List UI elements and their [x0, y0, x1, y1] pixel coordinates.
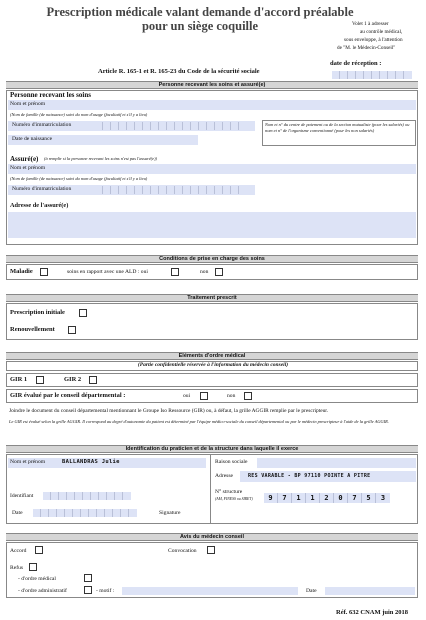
identifiant-label: Identifiant	[10, 493, 34, 499]
structure-digit[interactable]: 3	[376, 493, 390, 503]
praticien-date-label: Date	[12, 510, 23, 516]
ald-non-label: non	[200, 269, 209, 275]
patient-name-label: Nom et prénom	[10, 101, 46, 107]
ordre-medical-label: - d'ordre médical	[18, 576, 56, 582]
praticien-name-label: Nom et prénom	[10, 459, 46, 465]
refus-checkbox[interactable]	[29, 563, 37, 571]
structure-digit[interactable]: 0	[334, 493, 348, 503]
renouvellement-label: Renouvellement	[10, 326, 55, 333]
accord-checkbox[interactable]	[35, 546, 43, 554]
volet-line4: de "M. le Médecin-Conseil"	[337, 45, 396, 51]
renouvellement-checkbox[interactable]	[68, 326, 76, 334]
assure-hint: (à remplir si la personne recevant les soins n'est pas l'assuré(e))	[44, 156, 158, 161]
structure-digit[interactable]: 1	[292, 493, 306, 503]
structure-digit[interactable]: 5	[362, 493, 376, 503]
ald-label: soins en rapport avec une ALD : oui	[67, 269, 148, 275]
ordre-admin-checkbox[interactable]	[84, 586, 92, 594]
maladie-label: Maladie	[10, 268, 33, 275]
adresse-label: Adresse de l'assuré(e)	[10, 202, 69, 209]
gir1-label: GIR 1	[10, 376, 28, 383]
structure-adresse-label: Adresse	[215, 473, 234, 479]
gir-oui-label: oui	[183, 393, 191, 399]
structure-digit[interactable]: 7	[278, 493, 292, 503]
prescription-initiale-checkbox[interactable]	[79, 309, 87, 317]
adresse-field[interactable]	[8, 212, 416, 238]
section-bar-avis: Avis du médecin conseil	[6, 533, 418, 541]
praticien-name-value[interactable]: BALLANDRAS Julie	[62, 459, 120, 465]
section-bar-personne: Personne recevant les soins et assuré(e)	[6, 81, 418, 89]
gir-aggir-note: Le GIR est évalué selon la grille AGGIR. Il correspond au degré d'autonomie du patient est déterminé par l'équipe médico-sociale du conseil départemental ou par le médecin prescripteur à l'aide de la grille AGGIR.	[9, 419, 389, 424]
motif-label: - motif :	[96, 588, 115, 594]
gir-oui-checkbox[interactable]	[200, 392, 208, 400]
assure-name-hint: (Nom de famille (de naissance) suivi du nom d'usage (facultatif et s'il y a lieu)	[10, 176, 148, 181]
gir-conseil-label: GIR évalué par le conseil départemental :	[10, 392, 126, 399]
ordre-admin-label: - d'ordre administratif	[18, 588, 67, 594]
assure-name-field[interactable]	[8, 164, 416, 174]
footer-reference: Réf. 632 CNAM juin 2018	[336, 609, 409, 616]
structure-number-hint: (AM, FINESS ou SIRET)	[215, 497, 253, 501]
structure-digit[interactable]: 9	[264, 493, 278, 503]
avis-date-field[interactable]	[325, 587, 415, 595]
ald-non-checkbox[interactable]	[215, 268, 223, 276]
organisme-note: Nom et n° du centre de paiement ou de la section mutualiste (pour les salariés) ou nom et n° de l'organisme conventionné (pour les non salariés)	[265, 122, 410, 133]
structure-adresse-value[interactable]: RES VARABLE - BP 97110 POINTE A PITRE	[248, 473, 371, 479]
ordre-medical-checkbox[interactable]	[84, 574, 92, 582]
avis-date-label: Date	[306, 588, 317, 594]
section-traitement	[6, 303, 418, 340]
structure-digit[interactable]: 2	[320, 493, 334, 503]
gir-non-label: non	[227, 393, 236, 399]
assure-immat-cells[interactable]	[95, 186, 247, 194]
gir1-checkbox[interactable]	[36, 376, 44, 384]
structure-digit[interactable]: 7	[348, 493, 362, 503]
section-bar-traitement: Traitement prescrit	[6, 294, 418, 302]
assure-name-label: Nom et prénom	[10, 165, 46, 171]
patient-name-field[interactable]	[8, 100, 416, 110]
volet-line3: sous enveloppe, à l'attention	[344, 37, 403, 43]
patient-immat-label: Numéro d'immatriculation	[12, 122, 72, 128]
volet-line1: Volet 1 à adresser	[352, 21, 389, 27]
assure-title: Assuré(e)	[10, 155, 39, 163]
signature-label: Signature	[159, 510, 181, 516]
patient-name-hint: (Nom de famille (de naissance) suivi du nom d'usage (facultatif et s'il y a lieu)	[10, 112, 148, 117]
patient-birthdate-label: Date de naissance	[12, 136, 53, 142]
articles-reference: Article R. 165-1 et R. 165-23 du Code de la sécurité sociale	[98, 68, 260, 75]
accord-label: Accord	[10, 548, 27, 554]
form-title-line1: Prescription médicale valant demande d'accord préalable	[46, 5, 354, 19]
section-bar-praticien: Identification du praticien et de la structure dans laquelle il exerce	[6, 445, 418, 453]
convocation-label: Convocation	[168, 548, 197, 554]
praticien-date-cells[interactable]	[33, 509, 137, 517]
refus-label: Refus	[10, 565, 24, 571]
structure-digit[interactable]: 1	[306, 493, 320, 503]
date-reception-field[interactable]	[332, 71, 412, 79]
form-title-line2: pour un siège coquille	[141, 19, 259, 33]
section-bar-conditions: Conditions de prise en charge des soins	[6, 255, 418, 263]
volet-line2: au contrôle médical,	[360, 29, 403, 35]
raison-sociale-field[interactable]	[257, 458, 416, 468]
raison-sociale-label: Raison sociale	[215, 459, 248, 465]
prescription-initiale-label: Prescription initiale	[10, 309, 65, 316]
personne-title: Personne recevant les soins	[10, 91, 91, 99]
convocation-checkbox[interactable]	[207, 546, 215, 554]
date-reception-label: date de réception :	[330, 60, 382, 67]
patient-immat-cells[interactable]	[95, 122, 247, 130]
identifiant-cells[interactable]	[43, 492, 131, 500]
joindre-text: Joindre le document du conseil départemental mentionnant le Groupe Iso Ressource (GIR) ou, à défaut, la grille AGGIR remplie par le prescripteur.	[9, 408, 329, 414]
gir-non-checkbox[interactable]	[244, 392, 252, 400]
ald-oui-checkbox[interactable]	[171, 268, 179, 276]
structure-number-cells[interactable]	[264, 493, 390, 503]
motif-field[interactable]	[122, 587, 298, 595]
gir2-label: GIR 2	[64, 376, 82, 383]
confidential-note: (Partie confidentielle réservée à l'information du médecin conseil)	[137, 362, 289, 368]
gir2-checkbox[interactable]	[89, 376, 97, 384]
praticien-divider	[210, 454, 211, 524]
section-bar-elements: Eléments d'ordre médical	[6, 352, 418, 360]
maladie-checkbox[interactable]	[40, 268, 48, 276]
assure-immat-label: Numéro d'immatriculation	[12, 186, 72, 192]
structure-number-label: N° structure	[215, 489, 243, 495]
